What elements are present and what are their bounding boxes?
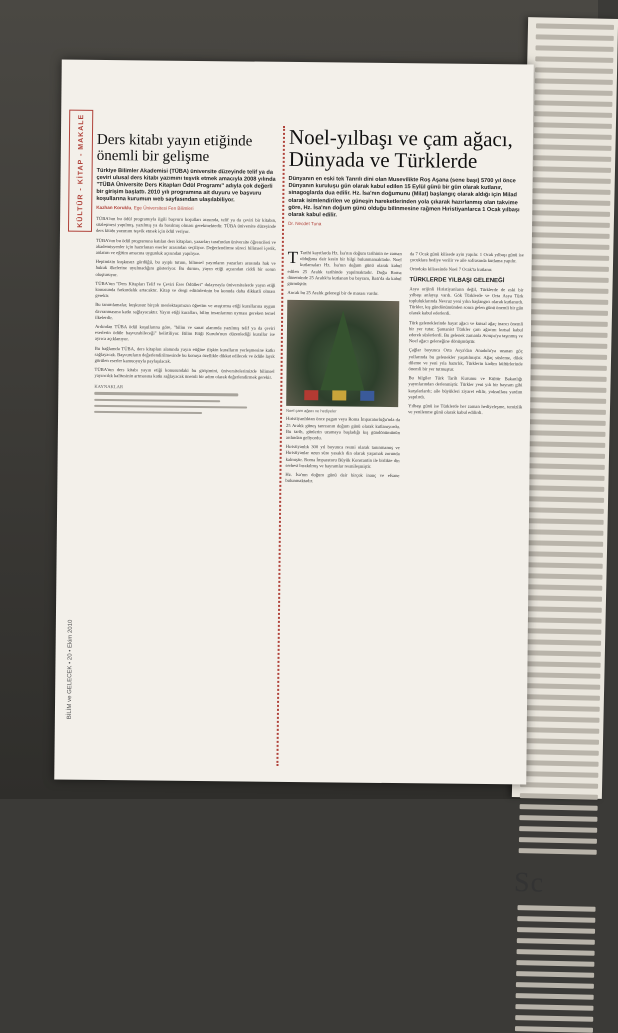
right-article-columns (285, 247, 524, 490)
photo-caption: Noel çam ağacı ve hediyeler (286, 408, 337, 414)
left-article-author: Kazhan Koruklu (96, 204, 132, 211)
paragraph: Çağlar boyunca Orta Asya'dan Anadolu'ya uzanan göç yollarında bu gelenekler yaşatılmıştır. Ağaç süsleme, dilek dileme ve yeni yıla hazırlık, Türklerin kadim kültürlerinde önemli bir yer tutmuştur. (408, 347, 523, 372)
paragraph: Hıristiyanlık 300 yıl boyunca resmi olarak tanınmamış ve Hıristiyanlar uzun süre yasaklı din olarak yaşamak zorunda kalmıştır. Roma İmparatoru Büyük Konstantin ile birlikte din serbest bırakılmış ve bayramlar resmileşmiştir. (285, 444, 400, 469)
paragraph: Ortodoks kilisesinde Noel 7 Ocak'ta kutlanır. (409, 266, 493, 273)
left-article-title: Ders kitabı yayın etiğinde önemli bir gelişme (96, 131, 253, 166)
right-article-lead: Dünyanın en eski tek Tanrılı dini olan Musevilikte Roş Aşana (sene başı) 5700 yıl önce Dünyanın kuruluşu gün olarak kabul edilen 15 Eylül günü bir gün olarak kutlanır, sinagoglarda dua edilir. Hz. İsa'nın doğumunu (Milat) başlangıç olarak aldığı için Milad olarak isimlendirilen ve güneşin hareketlerinden yola çıkarak hazırlanmış olan takvime göre, Hz. İsa'nın doğum günü olduğu bilinmesine rağmen Hıristiyanlarca 1 Ocak yılbaşı olarak kabul edilir. (288, 175, 520, 219)
right-article (282, 126, 525, 778)
newspaper-page (54, 60, 534, 785)
right-article-col-2 (407, 251, 523, 490)
paragraph: Türk geleneklerinde hayat ağacı ve kutsal ağaç inancı önemli bir yer tutar. Şamanist Türkler çam ağacını kutsal kabul ederek süslerlerdi. Bu gelenek zamanla Avrupa'ya taşınmış ve Noel ağacı geleneğine dönüşmüştür. (408, 319, 524, 345)
left-article (90, 124, 277, 776)
left-article-lead: Türkiye Bilimler Akademisi (TÜBA) üniversite düzeyinde telif ya da çeviri ulusal ders kitabı yazımını teşvik etmek amacıyla 2008 yılında "TÜBA Üniversite Ders Kitapları Ödül Programı" adıyla çok değerli bir girişim başlattı. 2010 yılı programına ait duyuru ve başvuru koşullarına kurumun web sayfasından ulaşılabiliyor. (96, 167, 276, 204)
paragraph: Bu tanımlamalar, kuşkusuz birçok meslektaşımızın öğretim ve araştırma etiği kurallarına uygun davranmasına katkı sağlayacaktır. Yayın etiği kuralları, bilim insanlarının uyması gereken temel ilkelerdir. (95, 302, 276, 320)
right-article-title: Noel-yılbaşı ve çam ağacı, Dünyada ve Türklerde (288, 124, 514, 173)
section-tab-label: KÜLTÜR - KİTAP - MAKALE (76, 113, 85, 228)
paragraph: Yılbaşı günü ise Türklerde her zaman hediyeleşme, temizlik ve yenilenme günü olarak kabul edilirdi. (408, 403, 523, 416)
subheading: TÜRKLERDE YILBAŞI GELENEĞİ (409, 276, 505, 284)
gift-icon (304, 391, 318, 401)
paragraph: TÜBA'nın bu ödül programına katılan ders kitapları, yazarları tarafından üniversite öğrencileri ve akademisyenler için hazırlanan eserler arasından seçiliyor. Değerlendirme süreci bilimsel içerik, anlatım ve eğitim amacına uygunluk açısından yapılıyor. (95, 237, 276, 257)
gift-icon (360, 391, 374, 401)
references-label: KAYNAKLAR (94, 383, 124, 389)
drop-cap: T (287, 247, 299, 268)
paragraph: Bu bilgiler Türk Tarih Kurumu ve Kültür Bakanlığı yayınlarından derlenmiştir. Türkler yeni yılı bir bayram gibi karşılarlardı; aile büyükleri ziyaret edilir, yoksullara yardım yapılırdı. (408, 375, 523, 400)
page-footer: BİLİM ve GELECEK • 20 • Ekim 2010 (66, 619, 74, 720)
paragraph: Ancak bu 25 Aralık gelenegi bir de masası vardır. (287, 290, 379, 297)
paragraph: Bu bağlamda TÜBA, ders kitapları alanında yayın etiğine ilişkin kuralların yerleşmesine katkı sağlayacak. Başvuruların değerlendirilmesinde bu konuya özellikle dikkat edilecek ve ödüle layık görülen eserler kamuoyuyla paylaşılacak. (94, 345, 275, 364)
references-list (94, 392, 274, 415)
left-article-author-role: Ege Üniversitesi Fen Bilimleri (133, 205, 194, 211)
tree-shape (320, 311, 365, 391)
right-article-col-1 (285, 247, 402, 489)
paragraph: TÜBA'nın "Ders Kitapları Telif ve Çeviri Eser Ödülleri" dolayısıyla üniversitelerde yayın etiği konusunda farkındalık artacaktır. Kitap ve dergi editörlerinin bu konuda daha dikkatli olması gerekir. (95, 280, 276, 299)
left-article-byline: Kazhan Koruklu, Ege Üniversitesi Fen Bilimleri (96, 204, 194, 211)
paragraph: T Tarihi kayıtlarda Hz. İsa'nın doğum tarihinin ne zaman olduğuna dair kesin bir bilgi bulunmamaktadır. Noel kutlamaları Hz. İsa'nın doğum günü olarak kabul edilen 25 Aralık tarihinde yapılmaktadır. Doğu Roma döneminde 25 Aralık'ta kutlanan bu bayram, Batı'da da kabul görmüştür. (287, 247, 402, 287)
adjacent-page-heading: Sc (513, 867, 545, 899)
paragraph: TÜBA'nın ders kitabı yayın etiği konusundaki bu girişimini, üniversitelerimizde bilimsel yayıncılık kalitesinin artmasına katkı sağlayacak önemli bir adım olarak değerlendirmek gerekir. (94, 367, 275, 381)
paragraph: Asya orijinli Hıristiyanların değil, Türklerde de eski bir yılbaşı anlayışı vardı. Gök Türklerde ve Orta Asya Türk topluluklarında Nevruz yeni yılın başlangıcı olarak kutlanırdı. Türkler, kış gündönümünden sonra gelen günü önemli bir gün olarak kabul ederlerdi. (409, 285, 524, 317)
paragraph: Hıristiyanlıktan önce pagan veya Roma İmparatorluğu'nda da 25 Aralık güneş tanrısının doğum günü olarak kutlanıyordu. Bu tarih, günlerin uzamaya başladığı kış gündönümünün ardından geliyordu. (285, 416, 401, 441)
gift-icon (332, 391, 346, 401)
paragraph: da 7 Ocak günü kilisede ayin yapılır. 1 Ocak yılbaşı günü ise çocuklara hediye verilir ve aile sofrasında kutlama yapılır. (409, 251, 524, 264)
section-tab (68, 110, 93, 232)
paragraph: Ardından TÜBA ödül koşullarına göre, "bilim ve sanat alanında yazılmış telif ya da çeviri eserlerin ödüle başvurabileceği" belirtiliyor. Bilim Etiği Kurulu'nun düzenlediği kurallar ise ayrıca açıklanıyor. (94, 323, 276, 342)
christmas-tree-photo (286, 300, 399, 407)
right-article-author: Dr. Necdet Tuna (288, 221, 322, 227)
paragraph: TÜBA'nın bu ödül programıyla ilgili başvuru koşulları arasında, telif ya da çeviri bir kitabın, sözleşmesi yapılmış, yazılmış ya da basılmış olması gerekmektedir. TÜBA üniversite düzeyinde ders kitabı yazımını teşvik etmek için ödül veriyor. (95, 215, 277, 235)
paragraph: Hz. İsa'nın doğum günü dair birçok inanç ve efsane bulunmaktadır. (285, 471, 400, 484)
paragraph: Hepimizin kuşkusuz gördüğü, bu ayıplı tutum, bilimsel yayınların yazarları arasında hak ve hukuk ilkelerine uyulmadığını gösteriyor. Bu durum, yayın etiği açısından ciddi bir sorun oluşturuyor. (95, 259, 276, 277)
